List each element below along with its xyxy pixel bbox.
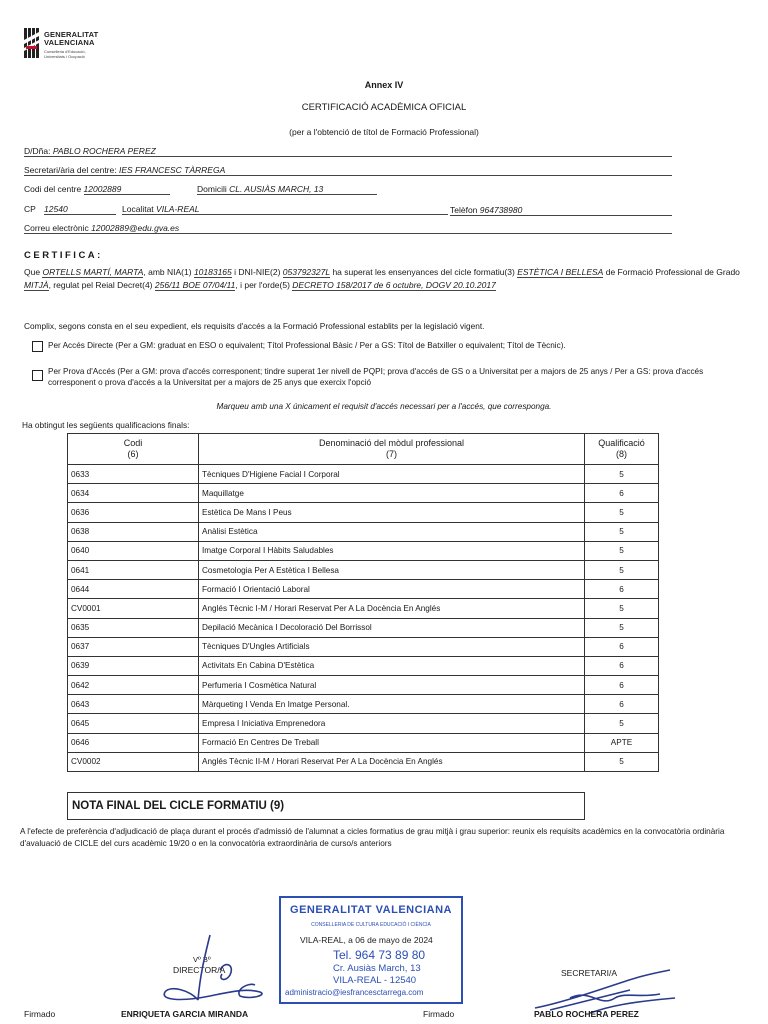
cell-grade: 5 [585, 560, 659, 579]
cell-module: Empresa I Iniciativa Emprenedora [199, 714, 585, 733]
logo-line-2: VALENCIANA [44, 38, 95, 47]
grades-table [67, 433, 659, 772]
cell-grade: 6 [585, 695, 659, 714]
cell-grade: 5 [585, 503, 659, 522]
cell-code: 0636 [68, 503, 199, 522]
cell-module: Activitats En Cabina D'Estètica [199, 656, 585, 675]
nota-final-box: NOTA FINAL DEL CICLE FORMATIU (9) [67, 792, 585, 820]
domicili-value: CL. AUSIÀS MARCH, 13 [229, 184, 324, 194]
cell-code: 0637 [68, 637, 199, 656]
table-row [68, 676, 659, 695]
cell-grade: 6 [585, 656, 659, 675]
field-codi [24, 184, 170, 195]
stamp-conselleria: CONSELLERIA DE CULTURA EDUCACIÓ I CIÈNCIA [311, 922, 431, 928]
field-localitat [122, 204, 448, 215]
cell-module: Tècniques D'Higiene Facial I Corporal [199, 465, 585, 484]
cell-grade: APTE [585, 733, 659, 752]
efecte-paragraph: A l'efecte de preferència d'adjudicació de plaça durant el procés d'admissió de l'alumnat a cicles formatius de grau mitjà i grau superior: reunix els requisits acadèmics en la convocatòria ordinària d'avaluació de CICLE del curs acadèmic 19/20 o en la convocatòria extraordinària de curso/s anteriors [20, 827, 725, 848]
table-row [68, 503, 659, 522]
domicili-label: Domicili [197, 184, 227, 194]
cell-code: 0645 [68, 714, 199, 733]
cell-code: 0644 [68, 580, 199, 599]
secretari-value: IES FRANCESC TÀRREGA [118, 165, 226, 175]
table-row [68, 580, 659, 599]
table-row [68, 752, 659, 771]
table-row [68, 656, 659, 675]
header-codi-num: (6) [127, 449, 139, 459]
field-secretari [24, 165, 672, 176]
field-ddna [24, 146, 672, 157]
cell-module: Cosmetologia Per A Estètica I Bellesa [199, 560, 585, 579]
table-row [68, 541, 659, 560]
nia-value: 10183165 [193, 267, 232, 277]
cell-module: Màrqueting I Venda En Imatge Personal. [199, 695, 585, 714]
ha-obtingut: Ha obtingut les següents qualificacions finals: [22, 420, 190, 430]
logo-wordmark [44, 31, 98, 47]
marqueu-note: Marqueu amb una X únicament el requisit d'accés necessari per a l'accés, que corresponga. [216, 402, 552, 411]
telefon-label: Telèfon [450, 205, 478, 215]
table-row [68, 733, 659, 752]
stamp-tel: Tel. 964 73 89 80 [333, 948, 426, 962]
logo-line-1: GENERALITAT [44, 30, 99, 39]
option-acces-directe: Per Accés Directe (Per a GM: graduat en ESO o equivalent; Títol Professional Bàsic / Per a GS: Títol de Batxiller o equivalent; Títol de Tècnic). [48, 341, 566, 350]
header-denominacio [199, 434, 585, 465]
cell-grade: 6 [585, 580, 659, 599]
cell-module: Maquillatge [199, 484, 585, 503]
annex-title: Annex IV [364, 80, 404, 90]
cell-module: Perfumeria I Cosmètica Natural [199, 676, 585, 695]
complix-text: Complix, segons consta en el seu expedient, els requisits d'accés a la Formació Professional establits per la legislació vigent. [24, 321, 485, 331]
para-que: Que [24, 267, 41, 277]
student-name: ORTELLS MARTÍ, MARTA [42, 267, 144, 277]
cell-grade: 5 [585, 522, 659, 541]
para-ordre: , i per l'orde(5) [235, 279, 290, 290]
cell-grade: 5 [585, 618, 659, 637]
para-superat: ha superat les ensenyances del cicle formatiu(3) [332, 267, 515, 277]
director-label: DIRECTOR/A [173, 965, 226, 975]
cell-code: 0640 [68, 541, 199, 560]
header-codi [68, 434, 199, 465]
logo-subtitle [44, 49, 86, 59]
checkbox-acces-directe[interactable] [32, 341, 43, 352]
ordre-value: DECRETO 158/2017 de 6 octubre, DOGV 20.10.2017 [292, 279, 496, 290]
cell-grade: 5 [585, 714, 659, 733]
correu-value: 12002889@edu.gva.es [91, 223, 180, 233]
cell-module: Tècniques D'Ungles Artificials [199, 637, 585, 656]
cell-code: 0641 [68, 560, 199, 579]
stamp-title: GENERALITAT VALENCIANA [290, 904, 452, 916]
field-domicili [197, 184, 377, 195]
table-row [68, 637, 659, 656]
checkbox-prova-acces[interactable] [32, 370, 43, 381]
cell-grade: 6 [585, 637, 659, 656]
header-qualificacio-num: (8) [616, 449, 627, 459]
localitat-value: VILA-REAL [156, 204, 200, 214]
secretari-label: Secretari/ària del centre: [24, 165, 117, 175]
field-telefon [450, 205, 672, 216]
header-qualificacio [585, 434, 659, 465]
cell-module: Formació I Orientació Laboral [199, 580, 585, 599]
header-qualificacio-label: Qualificació [598, 438, 645, 448]
cell-grade: 6 [585, 676, 659, 695]
table-header-row [68, 434, 659, 465]
dni-value: 053792327L [282, 267, 331, 277]
decret-value: 256/11 BOE 07/04/11 [154, 279, 236, 290]
cp-value: 12540 [44, 204, 116, 215]
field-correu [24, 223, 672, 234]
cell-code: CV0002 [68, 752, 199, 771]
cell-code: 0642 [68, 676, 199, 695]
cell-code: 0646 [68, 733, 199, 752]
localitat-label: Localitat [122, 204, 154, 214]
ddna-label: D/Dña: [24, 146, 51, 156]
cell-code: 0638 [68, 522, 199, 541]
codi-label: Codi del centre [24, 184, 82, 194]
para-dni: i DNI-NIE(2) [234, 267, 281, 277]
cicle-value: ESTÈTICA I BELLESA [517, 267, 604, 277]
director-name: ENRIQUETA GARCIA MIRANDA [121, 1009, 249, 1019]
cell-grade: 6 [585, 484, 659, 503]
cell-module: Estètica De Mans I Peus [199, 503, 585, 522]
cell-grade: 5 [585, 541, 659, 560]
official-stamp [279, 896, 463, 1004]
certifica-paragraph [24, 266, 742, 291]
stamp-email: administracio@iesfrancesctarrega.com [285, 988, 424, 997]
header-codi-label: Codi [123, 438, 143, 448]
cell-module: Anglés Tècnic II-M / Horari Reservat Per A La Docència En Anglés [199, 752, 585, 771]
secretari-label-sign: SECRETARI/A [561, 968, 618, 978]
para-regulat: , regulat pel Reial Decret(4) [48, 279, 153, 290]
cell-code: CV0001 [68, 599, 199, 618]
stamp-city: VILA-REAL - 12540 [333, 975, 417, 986]
cell-module: Formació En Centres De Treball [199, 733, 585, 752]
cp-label: CP [24, 204, 36, 214]
option-prova-acces: Per Prova d'Accés (Per a GM: prova d'accés corresponent; tindre superat 1er nivell de PQPI; prova d'accés de GS o a Universitat per a majors de 25 anys / Per a GS: prova d'accés corresponent o prova d'accés a la Universitat per a majors de 25 anys que exercix l'opció [48, 367, 704, 387]
para-de: de Formació Professional de Grado [605, 267, 740, 277]
logo-sub-1: Conselleria d'Educació, [44, 49, 86, 54]
codi-value: 12002889 [84, 184, 170, 195]
table-row [68, 714, 659, 733]
table-row [68, 484, 659, 503]
cell-grade: 5 [585, 465, 659, 484]
telefon-value: 964738980 [479, 205, 523, 215]
stamp-address: Cr. Ausiàs March, 13 [333, 963, 421, 974]
para-nia: , amb NIA(1) [143, 267, 192, 277]
logo-sub-2: Universitats i Ocupació [44, 54, 85, 59]
date-line: VILA-REAL, a 06 de mayo de 2024 [300, 935, 433, 945]
cell-code: 0633 [68, 465, 199, 484]
firmado-label-1: Firmado [24, 1009, 56, 1019]
firmado-label-2: Firmado [423, 1009, 455, 1019]
table-row [68, 618, 659, 637]
grado-value: MITJÀ [24, 279, 49, 290]
document-title: CERTIFICACIÓ ACADÈMICA OFICIAL [301, 102, 467, 113]
correu-label: Correu electrònic [24, 223, 89, 233]
secretari-name: PABLO ROCHERA PEREZ [534, 1009, 639, 1019]
table-row [68, 560, 659, 579]
cell-module: Anglés Tècnic I-M / Horari Reservat Per A La Docència En Anglés [199, 599, 585, 618]
cell-code: 0639 [68, 656, 199, 675]
table-row [68, 522, 659, 541]
director-signature-icon [150, 930, 280, 1010]
ddna-value: PABLO ROCHERA PEREZ [52, 146, 156, 156]
field-cp [24, 204, 116, 215]
cell-grade: 5 [585, 599, 659, 618]
generalitat-logo-icon [24, 28, 40, 58]
document-subtitle: (per a l'obtenció de títol de Formació Professional) [289, 127, 479, 137]
table-row [68, 599, 659, 618]
cell-code: 0634 [68, 484, 199, 503]
cell-module: Depilació Mecànica I Decoloració Del Borrissol [199, 618, 585, 637]
vist-i-plau: Vº Bº [193, 955, 211, 964]
cell-module: Anàlisi Estètica [199, 522, 585, 541]
header-denominacio-label: Denominació del mòdul professional [318, 438, 465, 448]
cell-grade: 5 [585, 752, 659, 771]
cell-code: 0643 [68, 695, 199, 714]
header-denominacio-num: (7) [386, 449, 397, 459]
cell-code: 0635 [68, 618, 199, 637]
certifica-heading: CERTIFICA: [24, 250, 103, 261]
cell-module: Imatge Corporal I Hàbits Saludables [199, 541, 585, 560]
table-row [68, 695, 659, 714]
table-row [68, 465, 659, 484]
